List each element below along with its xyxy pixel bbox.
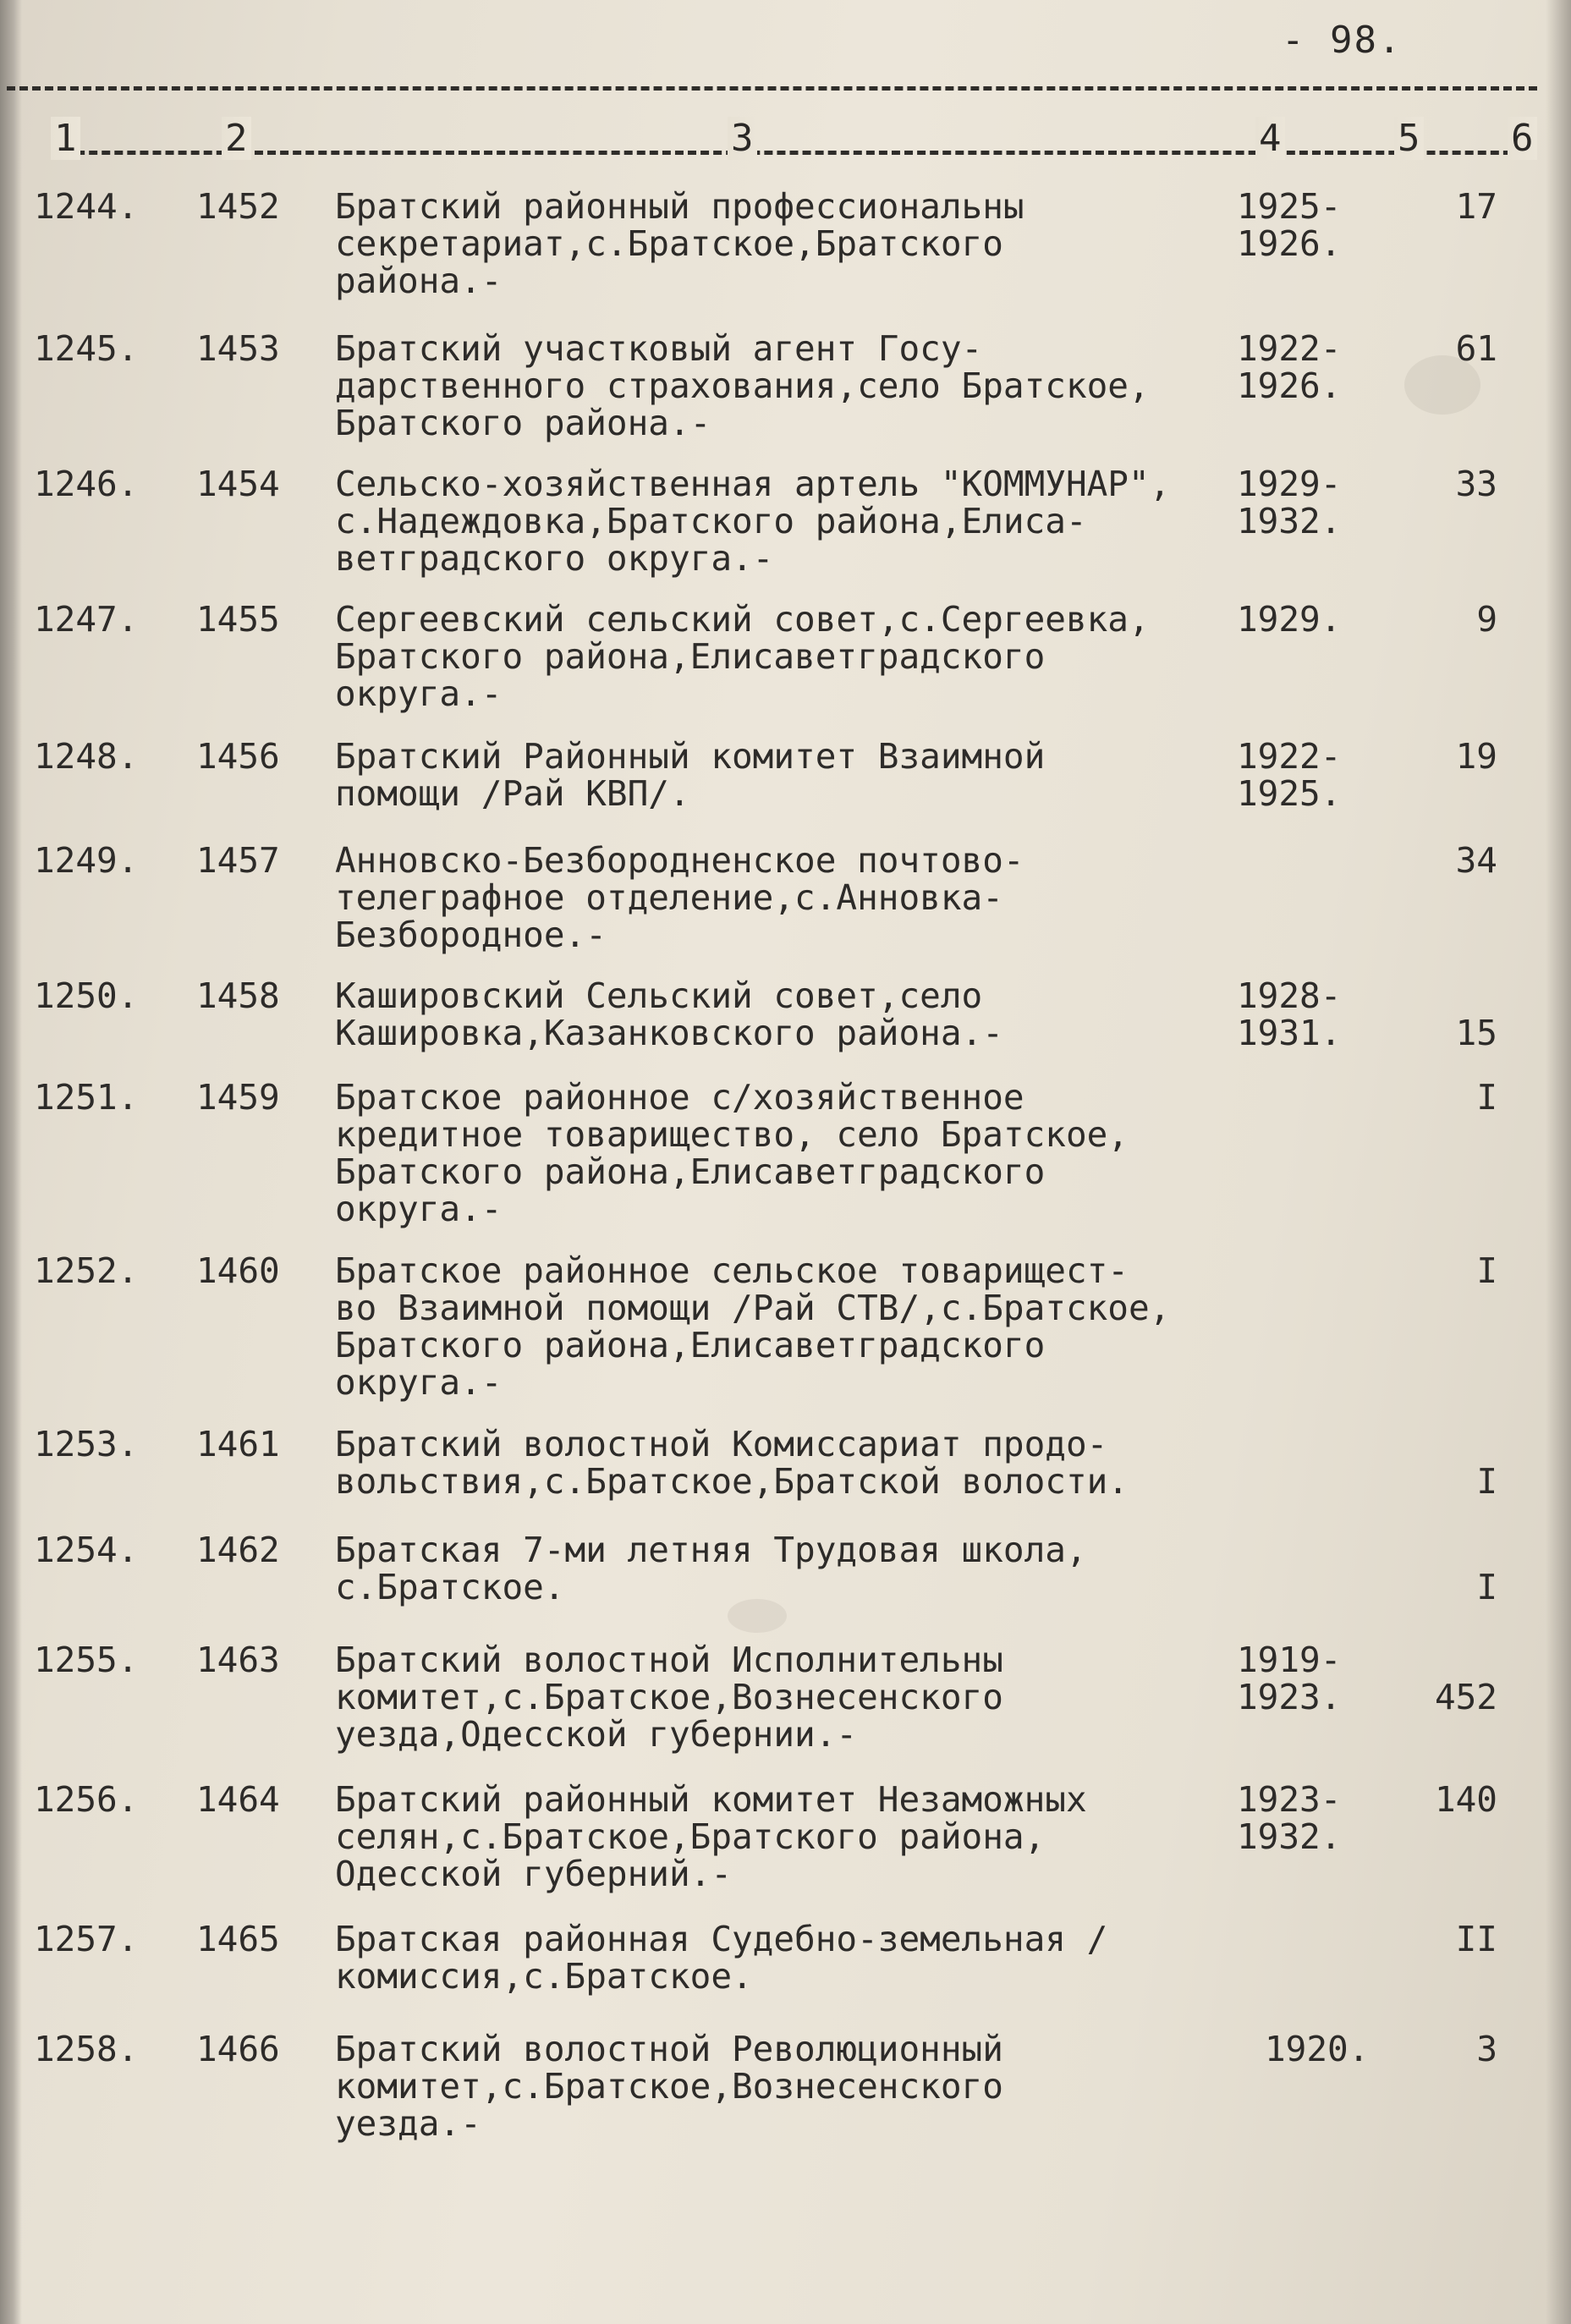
fund-number: 1463 <box>196 1640 280 1680</box>
fund-title: Братское районное сельское товарищест- во Взаимной помощи /Рай СТВ/,с.Братское, Братского района,Елисаветградского округа.- <box>335 1250 1171 1403</box>
record-number: 1256. <box>34 1779 139 1820</box>
fund-number: 1456 <box>196 736 280 777</box>
fund-number: 1452 <box>196 186 280 227</box>
page-right-edge <box>1546 0 1571 2324</box>
fund-title: Братский районный профессиональны секретариат,с.Братское,Братского района.- <box>335 186 1024 301</box>
date-range: 1925- 1926. <box>1237 186 1342 264</box>
file-count: I <box>1476 1567 1497 1607</box>
record-number: 1251. <box>34 1077 139 1118</box>
file-count: 33 <box>1455 464 1497 504</box>
record-number: 1258. <box>34 2029 139 2069</box>
file-count: 15 <box>1455 1013 1497 1053</box>
fund-number: 1458 <box>196 975 280 1016</box>
fund-title: Братское районное с/хозяйственное кредитное товарищество, село Братское, Братского района,Елисаветградского округа.- <box>335 1077 1129 1229</box>
date-range: 1929- 1932. <box>1237 464 1342 541</box>
fund-title: Братская районная Судебно-земельная / комиссия,с.Братское. <box>335 1919 1108 1997</box>
fund-number: 1462 <box>196 1530 280 1570</box>
column-header-6: 6 <box>1508 117 1537 160</box>
record-number: 1246. <box>34 464 139 504</box>
record-number: 1250. <box>34 975 139 1016</box>
fund-number: 1464 <box>196 1779 280 1820</box>
fund-title: Сельско-хозяйственная артель "КОММУНАР", с.Надеждовка,Братского района,Елиса- ветградского округа.- <box>335 464 1171 579</box>
page-left-edge <box>0 0 22 2324</box>
page-number: - 98. <box>1282 19 1403 62</box>
record-number: 1257. <box>34 1919 139 1959</box>
date-range: 1928- 1931. <box>1237 975 1342 1053</box>
record-number: 1248. <box>34 736 139 777</box>
file-count: I <box>1476 1461 1497 1502</box>
record-number: 1244. <box>34 186 139 227</box>
fund-number: 1453 <box>196 328 280 369</box>
file-count: II <box>1455 1919 1497 1959</box>
column-header-5: 5 <box>1394 117 1424 160</box>
column-header-3: 3 <box>728 117 757 160</box>
column-header-4: 4 <box>1255 117 1285 160</box>
fund-title: Братский районный комитет Незаможных селян,с.Братское,Братского района, Одесской губерний.- <box>335 1779 1087 1894</box>
fund-title: Братский участковый агент Госу- дарственного страхования,село Братское, Братского района.- <box>335 328 1150 443</box>
file-count: I <box>1476 1250 1497 1291</box>
fund-title: Братский волостной Комиссариат продо- вольствия,с.Братское,Братской волости. <box>335 1424 1129 1502</box>
file-count: 140 <box>1434 1779 1497 1820</box>
record-number: 1252. <box>34 1250 139 1291</box>
date-range: 1922- 1926. <box>1237 328 1342 406</box>
date-range: 1929. <box>1237 599 1342 640</box>
file-count: 9 <box>1476 599 1497 640</box>
file-count: 34 <box>1455 840 1497 881</box>
date-range: 1923- 1932. <box>1237 1779 1342 1857</box>
date-range: 1922- 1925. <box>1237 736 1342 814</box>
record-number: 1249. <box>34 840 139 881</box>
record-number: 1254. <box>34 1530 139 1570</box>
fund-title: Анновско-Безбородненское почтово- телеграфное отделение,с.Анновка- Безбородное.- <box>335 840 1024 955</box>
fund-title: Братская 7-ми летняя Трудовая школа, с.Братское. <box>335 1530 1087 1607</box>
fund-number: 1465 <box>196 1919 280 1959</box>
header-dashed-rule <box>51 151 1537 155</box>
fund-number: 1459 <box>196 1077 280 1118</box>
fund-title: Братский волостной Исполнительны комитет,с.Братское,Вознесенского уезда,Одесской губернии.- <box>335 1640 1003 1755</box>
column-header-2: 2 <box>222 117 251 160</box>
fund-title: Братский Районный комитет Взаимной помощи /Рай КВП/. <box>335 736 1046 814</box>
top-dashed-rule <box>7 86 1537 91</box>
file-count: 452 <box>1434 1677 1497 1717</box>
date-range: 1920. <box>1265 2029 1370 2069</box>
file-count: 61 <box>1455 328 1497 369</box>
file-count: I <box>1476 1077 1497 1118</box>
fund-number: 1457 <box>196 840 280 881</box>
fund-title: Кашировский Сельский совет,село Кашировка,Казанковского района.- <box>335 975 1003 1053</box>
fund-title: Братский волостной Революционный комитет,с.Братское,Вознесенского уезда.- <box>335 2029 1003 2144</box>
file-count: 19 <box>1455 736 1497 777</box>
record-number: 1255. <box>34 1640 139 1680</box>
record-number: 1245. <box>34 328 139 369</box>
fund-number: 1460 <box>196 1250 280 1291</box>
record-number: 1253. <box>34 1424 139 1464</box>
fund-number: 1455 <box>196 599 280 640</box>
file-count: 17 <box>1455 186 1497 227</box>
record-number: 1247. <box>34 599 139 640</box>
date-range: 1919- 1923. <box>1237 1640 1342 1717</box>
file-count: 3 <box>1476 2029 1497 2069</box>
fund-title: Сергеевский сельский совет,с.Сергеевка, Братского района,Елисаветградского округа.- <box>335 599 1150 714</box>
fund-number: 1454 <box>196 464 280 504</box>
fund-number: 1466 <box>196 2029 280 2069</box>
fund-number: 1461 <box>196 1424 280 1464</box>
column-header-1: 1 <box>51 117 80 160</box>
